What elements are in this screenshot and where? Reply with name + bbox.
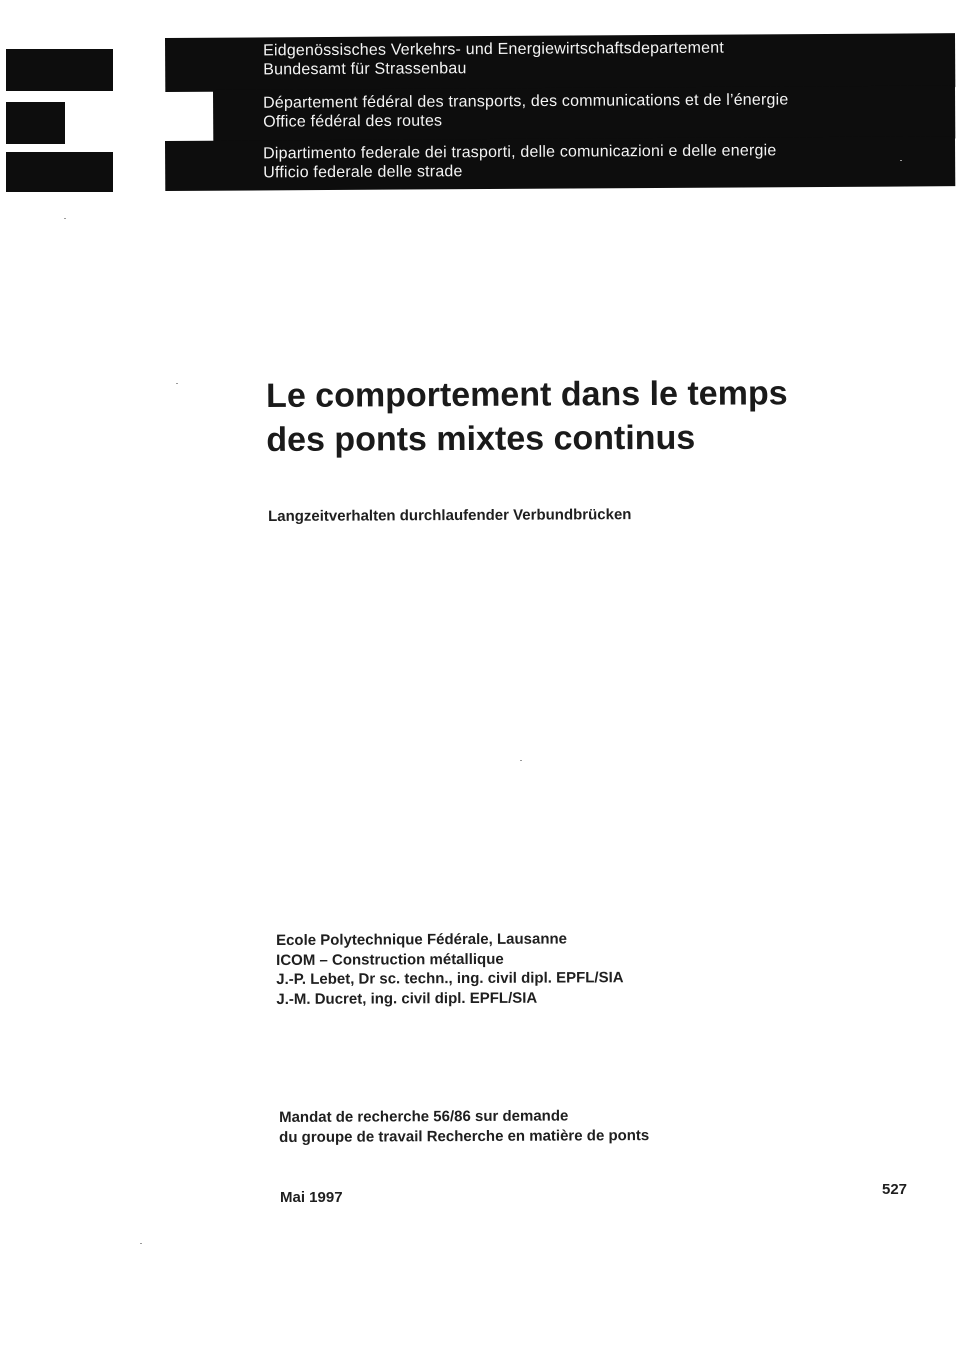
department-name-italian: Dipartimento federale dei trasporti, delle comunicazioni e delle energie [263,142,777,163]
office-name-french: Office fédéral des routes [263,112,443,131]
scan-speck [176,383,178,384]
document-title [266,371,906,462]
office-name-german: Bundesamt für Strassenbau [263,60,467,79]
department-name-french: Département fédéral des transports, des communications et de l’énergie [263,91,789,112]
scan-speck [520,760,522,761]
publication-date: Mai 1997 [280,1189,343,1206]
identity-block-bottom [6,152,113,192]
identity-block-middle [6,102,65,144]
lab-name: ICOM – Construction métallique [276,950,504,969]
title-line-2: des ponts mixtes continus [266,418,696,459]
department-bar-french [213,85,955,143]
report-number: 527 [882,1181,908,1198]
department-bar-german [165,33,955,92]
author-2: J.-M. Ducret, ing. civil dipl. EPFL/SIA [276,989,538,1008]
title-line-1: Le comportement dans le temps [266,374,788,415]
institution-name: Ecole Polytechnique Fédérale, Lausanne [276,930,568,949]
identity-block-top [6,49,113,91]
scan-speck [64,218,66,219]
scan-speck [900,160,902,161]
authors-block [276,929,624,1009]
mandate-line-1: Mandat de recherche 56/86 sur demande [279,1107,569,1126]
department-bar-italian [165,136,955,191]
scan-speck [140,1243,142,1244]
department-name-german: Eidgenössisches Verkehrs- und Energiewirtschaftsdepartement [263,39,725,60]
author-1: J.-P. Lebet, Dr sc. techn., ing. civil dipl. EPFL/SIA [276,969,624,988]
mandate-block [279,1106,649,1147]
mandate-line-2: du groupe de travail Recherche en matière de ponts [279,1126,650,1146]
office-name-italian: Ufficio federale delle strade [263,163,463,182]
document-subtitle: Langzeitverhalten durchlaufender Verbundbrücken [268,506,632,525]
